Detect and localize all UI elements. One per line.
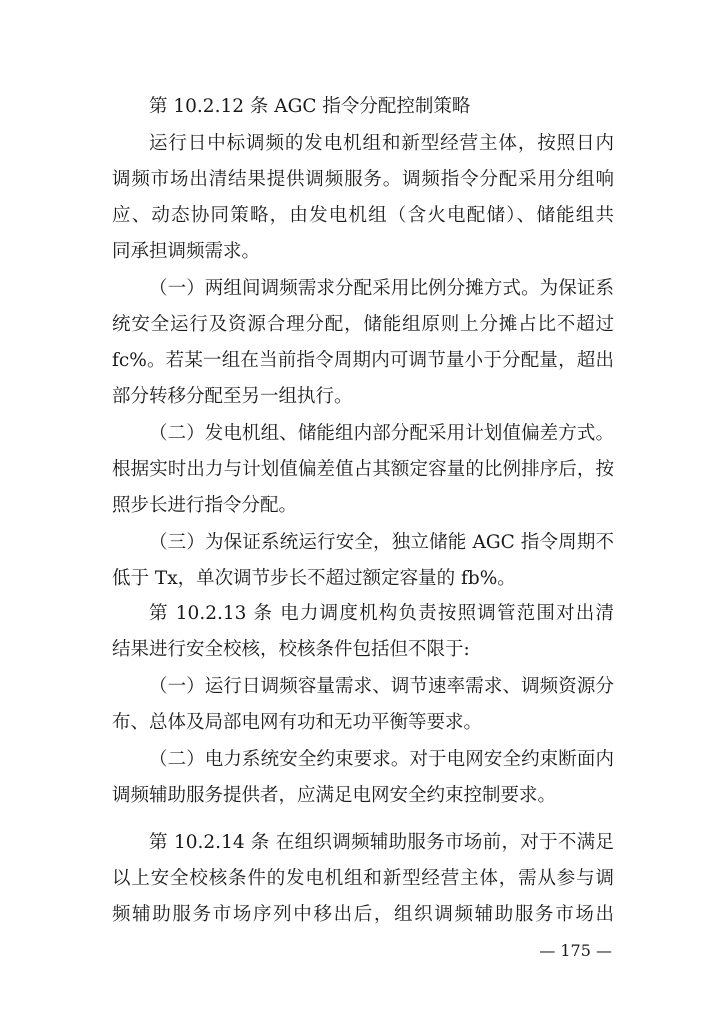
page-number: — 175 — (539, 941, 612, 960)
article-10-2-12-item-1-line: fc%。若某一组在当前指令周期内可调节量小于分配量，超出 (112, 350, 614, 371)
article-10-2-13-line: 结果进行安全校核，校核条件包括但不限于: (112, 639, 470, 660)
article-10-2-12-item-1-line: 部分转移分配至另一组执行。 (112, 386, 353, 407)
article-10-2-12-body-line: 同承担调频需求。 (112, 241, 261, 262)
article-10-2-12-item-1-line: （一）两组间调频需求分配采用比例分摊方式。为保证系 (149, 278, 614, 299)
article-10-2-12-item-3-line: （三）为保证系统运行安全，独立储能 AGC 指令周期不 (149, 532, 614, 553)
article-10-2-13-item-2-line: 调频辅助服务提供者，应满足电网安全约束控制要求。 (112, 785, 557, 806)
article-10-2-13-line: 第 10.2.13 条 电力调度机构负责按照调管范围对出清 (149, 603, 614, 624)
article-10-2-13-item-1-line: 布、总体及局部电网有功和无功平衡等要求。 (112, 712, 483, 733)
article-10-2-12-item-2-line: （二）发电机组、储能组内部分配采用计划值偏差方式。 (149, 423, 614, 444)
article-10-2-12-item-2-line: 根据实时出力与计划值偏差值占其额定容量的比例排序后，按 (112, 459, 614, 480)
article-10-2-12-item-2-line: 照步长进行指令分配。 (112, 495, 298, 516)
article-10-2-14-line: 第 10.2.14 条 在组织调频辅助服务市场前，对于不满足 (149, 832, 614, 853)
article-10-2-12-body-line: 运行日中标调频的发电机组和新型经营主体，按照日内 (149, 133, 614, 154)
article-10-2-14-line: 频辅助服务市场序列中移出后，组织调频辅助服务市场出 (112, 904, 614, 925)
article-10-2-12-body-line: 应、动态协同策略，由发电机组（含火电配储）、储能组共 (112, 205, 614, 226)
article-10-2-12-item-1-line: 统安全运行及资源合理分配，储能组原则上分摊占比不超过 (112, 314, 614, 335)
article-10-2-12-item-3-line: 低于 Tx，单次调节步长不超过额定容量的 fb%。 (112, 568, 516, 589)
article-10-2-12-title: 第 10.2.12 条 AGC 指令分配控制策略 (149, 96, 471, 117)
article-10-2-12-body-line: 调频市场出清结果提供调频服务。调频指令分配采用分组响 (112, 169, 614, 190)
article-10-2-14-line: 以上安全校核条件的发电机组和新型经营主体，需从参与调 (112, 868, 614, 889)
article-10-2-13-item-1-line: （一）运行日调频容量需求、调节速率需求、调频资源分 (149, 676, 614, 697)
article-10-2-13-item-2-line: （二）电力系统安全约束要求。对于电网安全约束断面内 (149, 749, 614, 770)
